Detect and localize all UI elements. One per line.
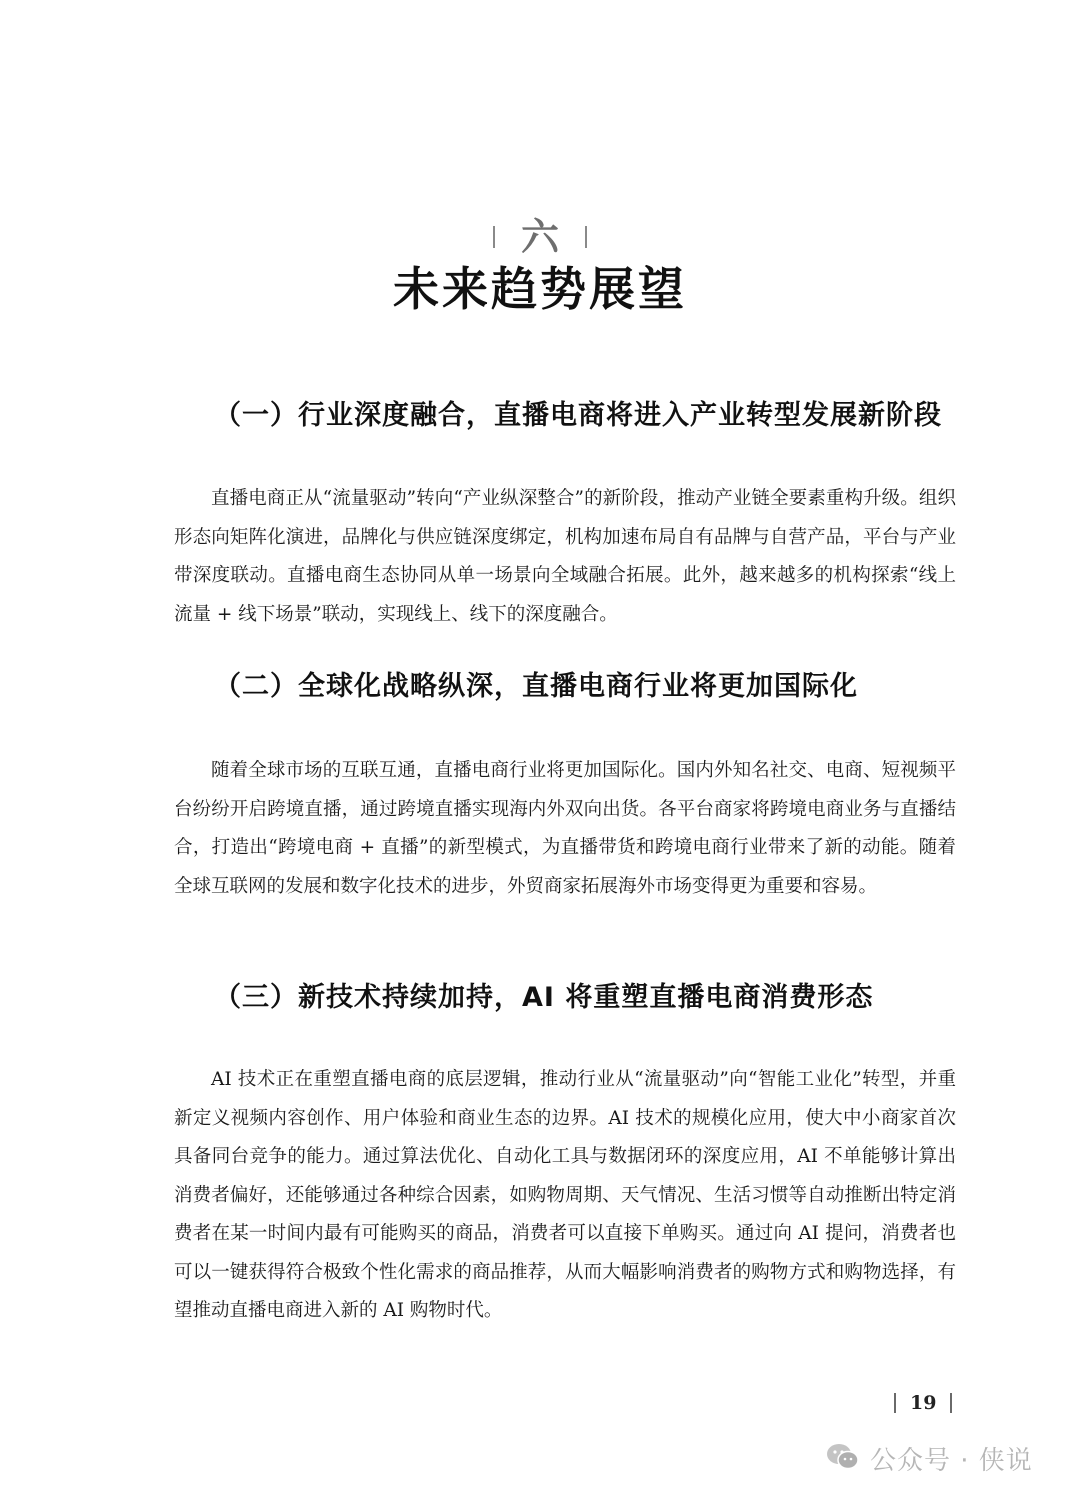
- chapter-number: 六: [520, 215, 559, 259]
- page-number-left-divider: [894, 1393, 896, 1413]
- chapter-number-row: [0, 215, 1080, 259]
- chapter-left-divider: [493, 226, 495, 248]
- section-heading-1: （一）行业深度融合，直播电商将进入产业转型发展新阶段: [214, 400, 942, 431]
- page-number: 19: [910, 1392, 937, 1414]
- section-heading-2: （二）全球化战略纵深，直播电商行业将更加国际化: [214, 671, 858, 702]
- section-paragraph-1: 直播电商正从“流量驱动”转向“产业纵深整合”的新阶段，推动产业链全要素重构升级。组织形态向矩阵化演进，品牌化与供应链深度绑定，机构加速布局自有品牌与自营产品，平台与产业带深度联动。直播电商生态协同从单一场景向全域融合拓展。此外，越来越多的机构探索“线上流量 + 线下场景”联动，实现线上、线下的深度融合。: [174, 488, 956, 625]
- chapter-title: 未来趋势展望: [393, 262, 687, 316]
- page-number-right-divider: [950, 1393, 952, 1413]
- watermark-text: 公众号 · 侠说: [870, 1446, 1033, 1476]
- section-paragraph-2: 随着全球市场的互联互通，直播电商行业将更加国际化。国内外知名社交、电商、短视频平台纷纷开启跨境直播，通过跨境直播实现海内外双向出货。各平台商家将跨境电商业务与直播结合，打造出“跨境电商 + 直播”的新型模式，为直播带货和跨境电商行业带来了新的动能。随着全球互联网的发展和数字化技术的进步，外贸商家拓展海外市场变得更为重要和容易。: [174, 760, 956, 897]
- wechat-icon: [826, 1442, 860, 1476]
- page-number-row: [894, 1392, 952, 1414]
- section-paragraph-3: AI 技术正在重塑直播电商的底层逻辑，推动行业从“流量驱动”向“智能工业化”转型，并重新定义视频内容创作、用户体验和商业生态的边界。AI 技术的规模化应用，使大中小商家首次具备同台竞争的能力。通过算法优化、自动化工具与数据闭环的深度应用，AI 不单能够计算出消费者偏好，还能够通过各种综合因素，如购物周期、天气情况、生活习惯等自动推断出特定消费者在某一时间内最有可能购买的商品，消费者可以直接下单购买。通过向 AI 提问，消费者也可以一键获得符合极致个性化需求的商品推荐，从而大幅影响消费者的购物方式和购物选择，有望推动直播电商进入新的 AI 购物时代。: [174, 1069, 956, 1321]
- section-heading-3: （三）新技术持续加持，AI 将重塑直播电商消费形态: [214, 982, 874, 1013]
- chapter-right-divider: [585, 226, 587, 248]
- watermark: [826, 1440, 1033, 1477]
